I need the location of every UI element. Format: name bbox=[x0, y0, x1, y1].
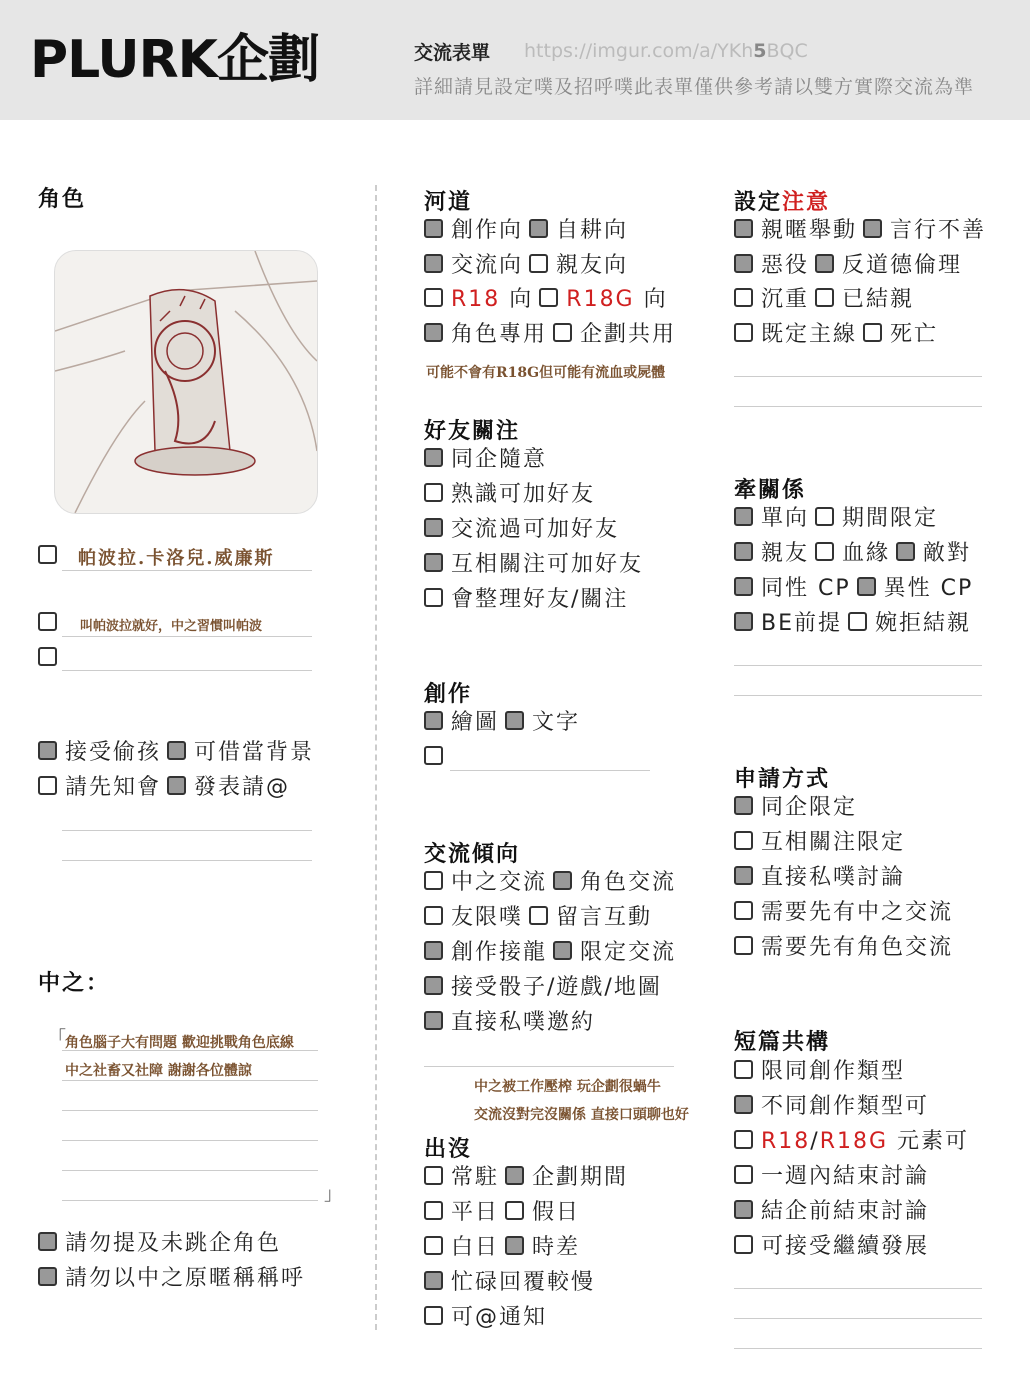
checkbox-checked[interactable] bbox=[424, 518, 443, 537]
checkbox[interactable] bbox=[734, 323, 753, 342]
form-url[interactable]: https://imgur.com/a/YKh5BQC bbox=[524, 40, 808, 62]
checkbox[interactable] bbox=[734, 288, 753, 307]
hedao-row-2: 交流向 親友向 bbox=[424, 251, 628, 281]
short-row-3: R18/R18G 元素可 bbox=[734, 1127, 969, 1157]
field-line bbox=[62, 1080, 318, 1081]
field-line bbox=[734, 406, 982, 407]
checkbox-checked[interactable] bbox=[38, 1232, 57, 1251]
checkbox-checked[interactable] bbox=[734, 219, 753, 238]
presence-row-1: 常駐 企劃期間 bbox=[424, 1163, 628, 1193]
checkbox-checked[interactable] bbox=[424, 941, 443, 960]
checkbox[interactable] bbox=[38, 612, 57, 631]
checkbox[interactable] bbox=[424, 871, 443, 890]
checkbox[interactable] bbox=[424, 1166, 443, 1185]
field-line bbox=[734, 1288, 982, 1289]
field-line bbox=[424, 1066, 674, 1067]
character-title: 角色 bbox=[38, 187, 87, 212]
checkbox[interactable] bbox=[734, 901, 753, 920]
checkbox[interactable] bbox=[734, 936, 753, 955]
checkbox[interactable] bbox=[505, 1201, 524, 1220]
checkbox[interactable] bbox=[539, 288, 558, 307]
apply-row-5: 需要先有角色交流 bbox=[734, 933, 953, 963]
settings-row-4: 既定主線 死亡 bbox=[734, 320, 938, 350]
relations-row-4: BE前提 婉拒結親 bbox=[734, 609, 971, 639]
plurk-logo: PLURK企劃 bbox=[30, 30, 319, 90]
creation-row-2 bbox=[424, 743, 451, 773]
checkbox[interactable] bbox=[529, 254, 548, 273]
checkbox-checked[interactable] bbox=[896, 542, 915, 561]
checkbox-checked[interactable] bbox=[424, 976, 443, 995]
field-line bbox=[734, 695, 982, 696]
perm-row-1: 接受偷孩 可借當背景 bbox=[38, 738, 314, 768]
field-line bbox=[734, 376, 982, 377]
checkbox-checked[interactable] bbox=[553, 941, 572, 960]
checkbox-checked[interactable] bbox=[857, 577, 876, 596]
tendency-row-5: 直接私噗邀約 bbox=[424, 1008, 595, 1038]
rule-row-1: 請勿提及未跳企角色 bbox=[38, 1229, 281, 1259]
relations-row-2: 親友 血緣 敵對 bbox=[734, 539, 971, 569]
checkbox-checked[interactable] bbox=[505, 1236, 524, 1255]
field-line bbox=[62, 670, 312, 671]
checkbox-checked[interactable] bbox=[167, 776, 186, 795]
checkbox-checked[interactable] bbox=[424, 323, 443, 342]
perm-row-2: 請先知會 發表請@ bbox=[38, 773, 290, 803]
checkbox[interactable] bbox=[815, 542, 834, 561]
field-line bbox=[734, 1318, 982, 1319]
friends-row-3: 交流過可加好友 bbox=[424, 515, 619, 545]
close-quote: 」 bbox=[324, 1184, 344, 1205]
checkbox-checked[interactable] bbox=[505, 711, 524, 730]
checkbox-checked[interactable] bbox=[734, 254, 753, 273]
checkbox-checked[interactable] bbox=[424, 1011, 443, 1030]
checkbox-checked[interactable] bbox=[734, 507, 753, 526]
checkbox[interactable] bbox=[734, 1165, 753, 1184]
creation-title: 創作 bbox=[424, 682, 473, 707]
relations-title: 牽關係 bbox=[734, 478, 807, 503]
checkbox[interactable] bbox=[424, 288, 443, 307]
checkbox[interactable] bbox=[424, 906, 443, 925]
checkbox-checked[interactable] bbox=[529, 219, 548, 238]
friends-row-2: 熟識可加好友 bbox=[424, 480, 595, 510]
tendency-row-2: 友限噗 留言互動 bbox=[424, 903, 652, 933]
extra-row[interactable] bbox=[38, 644, 65, 674]
field-line bbox=[62, 1110, 318, 1111]
creation-row-1: 繪圖 文字 bbox=[424, 708, 580, 738]
presence-row-5: 可@通知 bbox=[424, 1303, 547, 1333]
column-divider bbox=[375, 185, 377, 1330]
checkbox[interactable] bbox=[734, 1130, 753, 1149]
form-title: 交流表單 bbox=[414, 42, 491, 64]
player-note-2: 中之社畜又社障 謝謝各位體諒 bbox=[65, 1063, 252, 1079]
relations-row-1: 單向 期間限定 bbox=[734, 504, 938, 534]
checkbox-checked[interactable] bbox=[424, 553, 443, 572]
tendency-title: 交流傾向 bbox=[424, 842, 521, 867]
tendency-row-1: 中之交流 角色交流 bbox=[424, 868, 676, 898]
checkbox-checked[interactable] bbox=[734, 866, 753, 885]
tendency-note-2: 交流沒對完沒關係 直接口頭聊也好 bbox=[474, 1107, 689, 1123]
checkbox[interactable] bbox=[553, 323, 572, 342]
checkbox[interactable] bbox=[424, 588, 443, 607]
hedao-row-3: R18 向 R18G 向 bbox=[424, 285, 668, 315]
checkbox[interactable] bbox=[815, 507, 834, 526]
checkbox[interactable] bbox=[424, 1236, 443, 1255]
apply-title: 申請方式 bbox=[734, 767, 831, 792]
character-illustration bbox=[54, 250, 318, 514]
apply-row-1: 同企限定 bbox=[734, 793, 857, 823]
presence-row-2: 平日 假日 bbox=[424, 1198, 580, 1228]
field-line bbox=[734, 1348, 982, 1349]
checkbox-checked[interactable] bbox=[734, 577, 753, 596]
name-row[interactable] bbox=[38, 542, 65, 572]
field-line bbox=[62, 860, 312, 861]
field-line bbox=[62, 1200, 318, 1201]
tendency-row-3: 創作接龍 限定交流 bbox=[424, 938, 676, 968]
short-row-6: 可接受繼續發展 bbox=[734, 1232, 929, 1262]
rule-row-2: 請勿以中之原暱稱稱呼 bbox=[38, 1264, 305, 1294]
checkbox[interactable] bbox=[424, 1306, 443, 1325]
checkbox[interactable] bbox=[38, 647, 57, 666]
presence-title: 出沒 bbox=[424, 1137, 473, 1162]
checkbox[interactable] bbox=[863, 323, 882, 342]
checkbox-checked[interactable] bbox=[734, 612, 753, 631]
friends-title: 好友關注 bbox=[424, 419, 521, 444]
checkbox-checked[interactable] bbox=[424, 1271, 443, 1290]
checkbox[interactable] bbox=[848, 612, 867, 631]
field-line bbox=[450, 770, 650, 771]
short-title: 短篇共構 bbox=[734, 1030, 831, 1055]
player-title: 中之： bbox=[38, 971, 111, 996]
settings-row-2: 惡役 反道德倫理 bbox=[734, 251, 962, 281]
short-row-5: 結企前結束討論 bbox=[734, 1197, 929, 1227]
nickname-row[interactable] bbox=[38, 609, 65, 639]
player-note-1: 角色腦子大有問題 歡迎挑戰角色底線 bbox=[65, 1035, 294, 1051]
settings-row-3: 沉重 已結親 bbox=[734, 285, 914, 315]
checkbox[interactable] bbox=[38, 776, 57, 795]
checkbox[interactable] bbox=[424, 746, 443, 765]
field-line bbox=[62, 636, 312, 637]
checkbox-checked[interactable] bbox=[424, 711, 443, 730]
header-bar bbox=[0, 0, 1030, 120]
settings-title: 設定注意 bbox=[734, 190, 831, 215]
short-row-4: 一週內結束討論 bbox=[734, 1162, 929, 1192]
header-note: 詳細請見設定噗及招呼噗此表單僅供參考請以雙方實際交流為準 bbox=[414, 76, 975, 98]
friends-row-4: 互相關注可加好友 bbox=[424, 550, 643, 580]
field-line bbox=[62, 1170, 318, 1171]
friends-row-5: 會整理好友/關注 bbox=[424, 585, 628, 615]
open-quote: 「 bbox=[48, 1028, 68, 1049]
checkbox-checked[interactable] bbox=[734, 542, 753, 561]
checkbox[interactable] bbox=[734, 831, 753, 850]
checkbox[interactable] bbox=[38, 545, 57, 564]
field-line bbox=[62, 1140, 318, 1141]
checkbox-checked[interactable] bbox=[815, 254, 834, 273]
checkbox-checked[interactable] bbox=[38, 741, 57, 760]
checkbox-checked[interactable] bbox=[734, 1095, 753, 1114]
checkbox-checked[interactable] bbox=[424, 254, 443, 273]
hedao-row-1: 創作向 自耕向 bbox=[424, 216, 628, 246]
checkbox-checked[interactable] bbox=[167, 741, 186, 760]
tendency-note-1: 中之被工作壓榨 玩企劃很蝸牛 bbox=[474, 1079, 661, 1095]
checkbox-checked[interactable] bbox=[505, 1166, 524, 1185]
character-nickname: 叫帕波拉就好，中之習慣叫帕波 bbox=[80, 619, 263, 634]
field-line bbox=[734, 665, 982, 666]
character-name: 帕波拉.卡洛兒.威廉斯 bbox=[78, 548, 275, 569]
checkbox[interactable] bbox=[529, 906, 548, 925]
apply-row-4: 需要先有中之交流 bbox=[734, 898, 953, 928]
checkbox-checked[interactable] bbox=[734, 1200, 753, 1219]
checkbox[interactable] bbox=[734, 1060, 753, 1079]
hedao-note: 可能不會有R18G但可能有流血或屍體 bbox=[426, 365, 666, 381]
field-line bbox=[62, 1050, 318, 1051]
tendency-row-4: 接受骰子/遊戲/地圖 bbox=[424, 973, 662, 1003]
short-row-1: 限同創作類型 bbox=[734, 1057, 905, 1087]
checkbox-checked[interactable] bbox=[863, 219, 882, 238]
checkbox-checked[interactable] bbox=[424, 448, 443, 467]
checkbox[interactable] bbox=[734, 1235, 753, 1254]
settings-row-1: 親暱舉動 言行不善 bbox=[734, 216, 986, 246]
hedao-row-4: 角色專用 企劃共用 bbox=[424, 320, 676, 350]
field-line bbox=[62, 830, 312, 831]
checkbox-checked[interactable] bbox=[38, 1267, 57, 1286]
hedao-title: 河道 bbox=[424, 190, 473, 215]
checkbox-checked[interactable] bbox=[734, 796, 753, 815]
apply-row-2: 互相關注限定 bbox=[734, 828, 905, 858]
friends-row-1: 同企隨意 bbox=[424, 445, 547, 475]
relations-row-3: 同性 CP 異性 CP bbox=[734, 574, 973, 604]
checkbox[interactable] bbox=[424, 483, 443, 502]
checkbox-checked[interactable] bbox=[553, 871, 572, 890]
field-line bbox=[62, 570, 312, 571]
checkbox-checked[interactable] bbox=[424, 219, 443, 238]
presence-row-3: 白日 時差 bbox=[424, 1233, 580, 1263]
short-row-2: 不同創作類型可 bbox=[734, 1092, 929, 1122]
apply-row-3: 直接私噗討論 bbox=[734, 863, 905, 893]
checkbox[interactable] bbox=[424, 1201, 443, 1220]
checkbox[interactable] bbox=[815, 288, 834, 307]
presence-row-4: 忙碌回覆較慢 bbox=[424, 1268, 595, 1298]
